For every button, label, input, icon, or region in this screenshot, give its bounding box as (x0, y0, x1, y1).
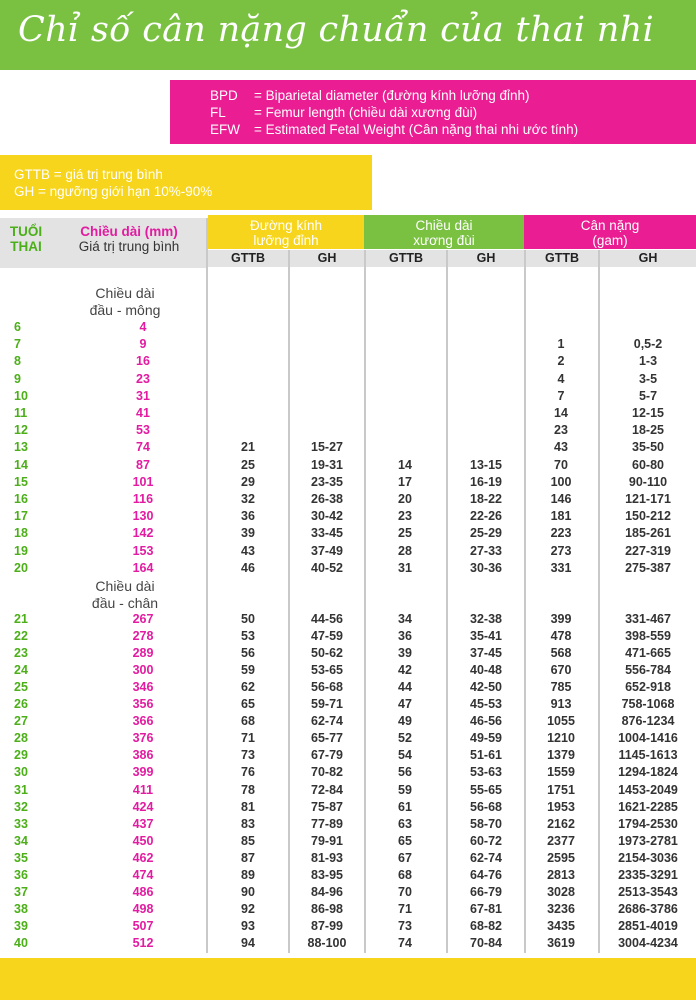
length-cell: 142 (132, 526, 154, 541)
bpd-gttb-cell: 25 (241, 457, 255, 472)
weight-gttb-cell: 1559 (547, 765, 575, 780)
length-cell: 267 (132, 612, 154, 626)
bpd-gh-cell: 65-77 (311, 731, 343, 746)
week-cell: 25 (14, 680, 28, 695)
weight-gttb-cell: 181 (550, 509, 572, 524)
weight-gttb-cell: 568 (550, 646, 572, 661)
bpd-gttb-cell: 93 (241, 918, 255, 933)
bpd-gh-cell: 84-96 (311, 884, 343, 899)
header-weight-line1: Cân nặng (580, 218, 640, 233)
legend-row-bpd (210, 88, 530, 103)
bpd-gttb-cell: 90 (241, 884, 255, 899)
fl-gttb-cell: 44 (398, 680, 412, 695)
length-cell: 300 (132, 663, 154, 678)
bpd-gttb-cell: 43 (241, 543, 255, 558)
bpd-gh-cell: 26-38 (311, 492, 343, 506)
bpd-gh-cell: 67-79 (311, 748, 343, 763)
bpd-gh-cell: 87-99 (311, 918, 343, 933)
weight-gttb-cell: 7 (557, 388, 565, 403)
bpd-gh-cell: 50-62 (311, 646, 343, 661)
length-cell: 130 (132, 509, 154, 524)
bpd-gh-cell: 88-100 (307, 935, 347, 950)
bpd-gttb-cell: 36 (241, 509, 255, 524)
week-cell: 34 (14, 833, 28, 848)
weight-gh-cell: 2513-3543 (618, 884, 678, 899)
weight-gttb-cell: 2813 (547, 867, 575, 882)
week-cell: 27 (14, 714, 28, 729)
column-divider (364, 250, 366, 953)
week-cell: 20 (14, 560, 28, 575)
bpd-gttb-cell: 73 (241, 748, 255, 763)
section-line: Chiều dài (95, 578, 155, 594)
weight-gttb-cell: 2 (557, 354, 565, 369)
section-line: đầu - mông (89, 302, 161, 318)
length-cell: 437 (132, 816, 154, 831)
fl-gttb-cell: 31 (398, 560, 412, 575)
subheader-weight-gttb: GTTB (526, 250, 598, 267)
weight-gttb-cell: 2377 (547, 833, 575, 848)
fl-gh-cell: 22-26 (470, 509, 502, 524)
bpd-gttb-cell: 85 (241, 833, 255, 848)
weight-gh-cell: 758-1068 (621, 697, 675, 712)
week-cell: 35 (14, 850, 28, 865)
week-cell: 24 (14, 663, 28, 678)
fl-gttb-cell: 34 (398, 612, 412, 626)
weight-gh-cell: 0,5-2 (633, 337, 663, 352)
weight-gh-cell: 331-467 (625, 612, 671, 626)
fl-gttb-cell: 28 (398, 543, 412, 558)
week-cell: 38 (14, 901, 28, 916)
weight-gttb-cell: 1 (557, 337, 565, 352)
fl-gttb-cell: 52 (398, 731, 412, 746)
header-week-line2: THAI (10, 239, 42, 254)
length-cell: 411 (132, 782, 154, 797)
bpd-gh-cell: 47-59 (311, 629, 343, 644)
week-cell: 15 (14, 474, 28, 489)
bpd-gttb-cell: 68 (241, 714, 255, 729)
bpd-gh-cell: 44-56 (311, 612, 343, 626)
week-cell: 7 (14, 337, 21, 352)
fl-gh-cell: 40-48 (470, 663, 502, 678)
week-cell: 10 (14, 388, 28, 403)
length-cell: 399 (132, 765, 154, 780)
section-line: đầu - chân (91, 595, 159, 611)
fl-gh-cell: 18-22 (470, 492, 502, 506)
bpd-gttb-cell: 21 (241, 440, 255, 455)
fl-gh-cell: 25-29 (470, 526, 502, 541)
length-cell: 153 (132, 543, 154, 558)
fl-gttb-cell: 68 (398, 867, 412, 882)
length-cell: 474 (132, 867, 154, 882)
week-cell: 33 (14, 816, 28, 831)
weight-gttb-cell: 913 (550, 697, 572, 712)
bpd-gttb-cell: 89 (241, 867, 255, 882)
subheader-bpd-gttb: GTTB (208, 250, 288, 267)
weight-gttb-cell: 3236 (547, 901, 575, 916)
bpd-gttb-cell: 56 (241, 646, 255, 661)
fl-gh-cell: 58-70 (470, 816, 502, 831)
length-cell: 116 (132, 492, 154, 506)
week-cell: 8 (14, 354, 21, 369)
legend-row-fl (210, 105, 477, 120)
fl-gh-cell: 67-81 (470, 901, 502, 916)
weight-gh-cell: 652-918 (625, 680, 671, 695)
bpd-gh-cell: 62-74 (311, 714, 343, 729)
header-weight-line2: (gam) (592, 233, 628, 248)
week-cell: 12 (14, 423, 28, 438)
weight-gh-cell: 90-110 (628, 474, 668, 489)
weight-gh-cell: 1-3 (638, 354, 658, 369)
week-cell: 37 (14, 884, 28, 899)
fl-gttb-cell: 73 (398, 918, 412, 933)
length-cell: 386 (132, 748, 154, 763)
weight-gh-cell: 227-319 (625, 543, 671, 558)
fl-gttb-cell: 39 (398, 646, 412, 661)
legend-row-efw (210, 122, 578, 137)
fl-gh-cell: 70-84 (470, 935, 502, 950)
bpd-gttb-cell: 62 (241, 680, 255, 695)
bpd-gh-cell: 53-65 (311, 663, 343, 678)
bpd-gh-cell: 56-68 (311, 680, 343, 695)
length-cell: 23 (136, 371, 150, 386)
length-cell: 498 (132, 901, 154, 916)
fl-gh-cell: 13-15 (470, 457, 502, 472)
length-cell: 9 (139, 337, 147, 352)
weight-gh-cell: 1145-1613 (618, 748, 678, 763)
weight-gh-cell: 2154-3036 (618, 850, 678, 865)
weight-gttb-cell: 100 (550, 474, 572, 489)
section-label-crown-rump (60, 285, 190, 319)
fl-gh-cell: 45-53 (470, 697, 502, 712)
weight-gh-cell: 1973-2781 (618, 833, 678, 848)
bpd-gttb-cell: 65 (241, 697, 255, 712)
weight-gttb-cell: 2595 (547, 850, 575, 865)
notes-box (0, 155, 372, 210)
weight-gttb-cell: 273 (550, 543, 572, 558)
week-cell: 32 (14, 799, 28, 814)
week-cell: 36 (14, 867, 28, 882)
fl-gh-cell: 56-68 (470, 799, 502, 814)
weight-gttb-cell: 331 (550, 560, 572, 575)
footer-bar (0, 958, 696, 1000)
fl-gh-cell: 51-61 (470, 748, 502, 763)
weight-gttb-cell: 70 (554, 457, 568, 472)
fl-gh-cell: 30-36 (470, 560, 502, 575)
header-fl-line1: Chiều dài (415, 218, 473, 233)
bpd-gh-cell: 72-84 (311, 782, 343, 797)
weight-gttb-cell: 3028 (547, 884, 575, 899)
length-cell: 289 (132, 646, 154, 661)
section-label-crown-heel (60, 578, 190, 612)
fl-gh-cell: 62-74 (470, 850, 502, 865)
week-cell: 31 (14, 782, 28, 797)
weight-gttb-cell: 43 (554, 440, 568, 455)
length-cell: 31 (136, 388, 150, 403)
fl-gh-cell: 53-63 (470, 765, 502, 780)
fl-gttb-cell: 17 (398, 474, 412, 489)
length-cell: 450 (132, 833, 154, 848)
bpd-gttb-cell: 32 (241, 492, 255, 506)
page-title: Chỉ số cân nặng chuẩn của thai nhi (18, 10, 654, 50)
fl-gh-cell: 46-56 (470, 714, 502, 729)
weight-gttb-cell: 3435 (547, 918, 575, 933)
bpd-gh-cell: 23-35 (311, 474, 343, 489)
fl-gttb-cell: 47 (398, 697, 412, 712)
fl-gh-cell: 64-76 (470, 867, 502, 882)
header-bpd-line2: lưỡng đỉnh (253, 233, 319, 248)
fl-gttb-cell: 20 (398, 492, 412, 506)
bpd-gttb-cell: 78 (241, 782, 255, 797)
fl-gttb-cell: 42 (398, 663, 412, 678)
length-cell: 424 (132, 799, 154, 814)
weight-gttb-cell: 1055 (547, 714, 575, 729)
fl-gh-cell: 32-38 (470, 612, 502, 626)
week-cell: 21 (14, 612, 28, 626)
fl-gh-cell: 60-72 (470, 833, 502, 848)
fl-gttb-cell: 49 (398, 714, 412, 729)
fl-gttb-cell: 25 (398, 526, 412, 541)
length-cell: 512 (132, 935, 154, 950)
weight-gh-cell: 398-559 (625, 629, 671, 644)
header-weight (524, 215, 696, 249)
weight-gh-cell: 60-80 (632, 457, 664, 472)
bpd-gh-cell: 30-42 (311, 509, 343, 524)
length-cell: 87 (136, 457, 150, 472)
weight-gttb-cell: 399 (550, 612, 572, 626)
section-line: Chiều dài (95, 285, 155, 301)
legend-text: = Estimated Fetal Weight (Cân nặng thai nhi ước tính) (254, 122, 579, 137)
title-banner (0, 0, 696, 70)
column-divider (598, 250, 600, 953)
bpd-gh-cell: 19-31 (311, 457, 343, 472)
fl-gttb-cell: 54 (398, 748, 412, 763)
week-cell: 40 (14, 935, 28, 950)
length-cell: 16 (136, 354, 150, 369)
weight-gttb-cell: 785 (550, 680, 572, 695)
fl-gh-cell: 66-79 (470, 884, 502, 899)
bpd-gttb-cell: 81 (241, 799, 255, 814)
length-cell: 74 (136, 440, 150, 455)
weight-gh-cell: 1004-1416 (618, 731, 678, 746)
weight-gh-cell: 185-261 (625, 526, 671, 541)
header-week-line1: TUỔI (9, 224, 43, 239)
week-cell: 28 (14, 731, 28, 746)
weight-gh-cell: 1794-2530 (618, 816, 678, 831)
fl-gttb-cell: 70 (398, 884, 412, 899)
length-cell: 462 (132, 850, 154, 865)
bpd-gh-cell: 59-71 (311, 697, 343, 712)
bpd-gttb-cell: 39 (241, 526, 255, 541)
fl-gh-cell: 27-33 (470, 543, 502, 558)
bpd-gttb-cell: 92 (241, 901, 255, 916)
bpd-gh-cell: 33-45 (311, 526, 343, 541)
note-gttb: GTTB = giá trị trung bình (14, 167, 163, 182)
fl-gttb-cell: 56 (398, 765, 412, 780)
weight-gh-cell: 1621-2285 (618, 799, 678, 814)
weight-gh-cell: 275-387 (625, 560, 671, 575)
week-cell: 26 (14, 697, 28, 712)
bpd-gh-cell: 70-82 (311, 765, 343, 780)
bpd-gttb-cell: 94 (241, 935, 255, 950)
weight-gttb-cell: 146 (550, 492, 572, 506)
column-divider (206, 218, 208, 953)
length-cell: 4 (139, 320, 147, 334)
header-length-line2: Giá trị trung bình (78, 239, 180, 254)
weight-gh-cell: 876-1234 (621, 714, 675, 729)
bpd-gh-cell: 83-95 (311, 867, 343, 882)
weight-gh-cell: 121-171 (625, 492, 671, 506)
length-cell: 53 (136, 423, 150, 438)
week-cell: 11 (14, 406, 28, 420)
subheader-fl-gh: GH (448, 250, 524, 267)
bpd-gttb-cell: 87 (241, 850, 255, 865)
length-cell: 164 (132, 560, 154, 575)
fl-gttb-cell: 61 (398, 799, 412, 814)
weight-gh-cell: 12-15 (632, 406, 664, 420)
length-cell: 346 (132, 680, 154, 695)
weight-gh-cell: 150-212 (625, 509, 671, 524)
header-length-line1: Chiều dài (mm) (80, 224, 178, 239)
weight-gttb-cell: 14 (554, 406, 568, 420)
week-cell: 39 (14, 918, 28, 933)
bpd-gttb-cell: 50 (241, 612, 255, 626)
fl-gh-cell: 42-50 (470, 680, 502, 695)
bpd-gh-cell: 15-27 (311, 440, 343, 455)
weight-gttb-cell: 478 (550, 629, 572, 644)
weight-gttb-cell: 1751 (547, 782, 575, 797)
length-cell: 356 (132, 697, 154, 712)
header-week (0, 218, 52, 268)
fl-gttb-cell: 65 (398, 833, 412, 848)
weight-gttb-cell: 3619 (547, 935, 575, 950)
header-fl (364, 215, 524, 249)
weight-gh-cell: 5-7 (638, 388, 658, 403)
legend-text: = Biparietal diameter (đường kính lưỡng đỉnh) (254, 88, 530, 103)
legend-abbr: FL (210, 105, 226, 120)
weight-gh-cell: 1294-1824 (618, 765, 678, 780)
weight-gh-cell: 35-50 (632, 440, 664, 455)
length-cell: 376 (132, 731, 154, 746)
weight-gttb-cell: 1210 (547, 731, 575, 746)
weight-gh-cell: 2335-3291 (618, 867, 678, 882)
length-cell: 486 (132, 884, 154, 899)
week-cell: 13 (14, 440, 28, 455)
weight-gh-cell: 3-5 (638, 371, 658, 386)
bpd-gh-cell: 77-89 (311, 816, 343, 831)
length-cell: 366 (132, 714, 154, 729)
fl-gttb-cell: 59 (398, 782, 412, 797)
bpd-gttb-cell: 83 (241, 816, 255, 831)
bpd-gh-cell: 79-91 (311, 833, 343, 848)
weight-gh-cell: 18-25 (632, 423, 664, 438)
bpd-gttb-cell: 59 (241, 663, 255, 678)
weight-gh-cell: 1453-2049 (618, 782, 678, 797)
legend-abbr: EFW (210, 122, 240, 137)
fl-gttb-cell: 74 (398, 935, 412, 950)
column-divider (446, 250, 448, 953)
weight-gttb-cell: 223 (550, 526, 572, 541)
week-cell: 9 (14, 371, 21, 386)
bpd-gttb-cell: 46 (241, 560, 255, 575)
week-cell: 14 (14, 457, 28, 472)
fl-gttb-cell: 67 (398, 850, 412, 865)
length-cell: 101 (132, 474, 154, 489)
fl-gh-cell: 49-59 (470, 731, 502, 746)
fl-gttb-cell: 14 (398, 457, 412, 472)
fl-gh-cell: 35-41 (470, 629, 502, 644)
subheader-fl-gttb: GTTB (366, 250, 446, 267)
bpd-gh-cell: 75-87 (311, 799, 343, 814)
week-cell: 19 (14, 543, 28, 558)
bpd-gttb-cell: 76 (241, 765, 255, 780)
week-cell: 23 (14, 646, 28, 661)
fl-gh-cell: 16-19 (470, 474, 502, 489)
bpd-gttb-cell: 71 (241, 731, 255, 746)
bpd-gh-cell: 37-49 (311, 543, 343, 558)
bpd-gttb-cell: 53 (241, 629, 255, 644)
fl-gh-cell: 37-45 (470, 646, 502, 661)
length-cell: 278 (132, 629, 154, 644)
weight-gttb-cell: 2162 (547, 816, 575, 831)
bpd-gh-cell: 86-98 (311, 901, 343, 916)
weight-gttb-cell: 670 (550, 663, 572, 678)
header-length (52, 218, 206, 268)
header-fl-line2: xương đùi (413, 233, 475, 248)
week-cell: 6 (14, 320, 21, 334)
weight-gh-cell: 2686-3786 (618, 901, 678, 916)
fl-gttb-cell: 36 (398, 629, 412, 644)
bpd-gh-cell: 81-93 (311, 850, 343, 865)
legend-abbr: BPD (210, 88, 238, 103)
fl-gttb-cell: 23 (398, 509, 412, 524)
weight-gttb-cell: 1953 (547, 799, 575, 814)
bpd-gttb-cell: 29 (241, 474, 255, 489)
legend-text: = Femur length (chiều dài xương đùi) (254, 105, 478, 120)
week-cell: 22 (14, 629, 28, 644)
week-cell: 29 (14, 748, 28, 763)
length-cell: 507 (132, 918, 154, 933)
week-cell: 30 (14, 765, 28, 780)
abbreviation-legend (170, 80, 696, 144)
week-cell: 16 (14, 492, 28, 506)
weight-gttb-cell: 1379 (547, 748, 575, 763)
fl-gh-cell: 68-82 (470, 918, 502, 933)
fl-gh-cell: 55-65 (470, 782, 502, 797)
weight-gh-cell: 2851-4019 (618, 918, 678, 933)
weight-gttb-cell: 4 (557, 371, 565, 386)
week-cell: 17 (14, 509, 28, 524)
column-divider (524, 250, 526, 953)
subheader-weight-gh: GH (600, 250, 696, 267)
header-bpd-line1: Đường kính (250, 218, 322, 233)
fl-gttb-cell: 63 (398, 816, 412, 831)
column-divider (288, 250, 290, 953)
fl-gttb-cell: 71 (398, 901, 412, 916)
weight-gh-cell: 556-784 (625, 663, 671, 678)
weight-gttb-cell: 23 (554, 423, 568, 438)
note-gh: GH = ngưỡng giới hạn 10%-90% (14, 184, 213, 199)
subheader-bpd-gh: GH (290, 250, 364, 267)
weight-gh-cell: 471-665 (625, 646, 671, 661)
length-cell: 41 (136, 406, 150, 420)
weight-gh-cell: 3004-4234 (618, 935, 678, 950)
week-cell: 18 (14, 526, 28, 541)
bpd-gh-cell: 40-52 (311, 560, 343, 575)
header-bpd (208, 215, 364, 249)
